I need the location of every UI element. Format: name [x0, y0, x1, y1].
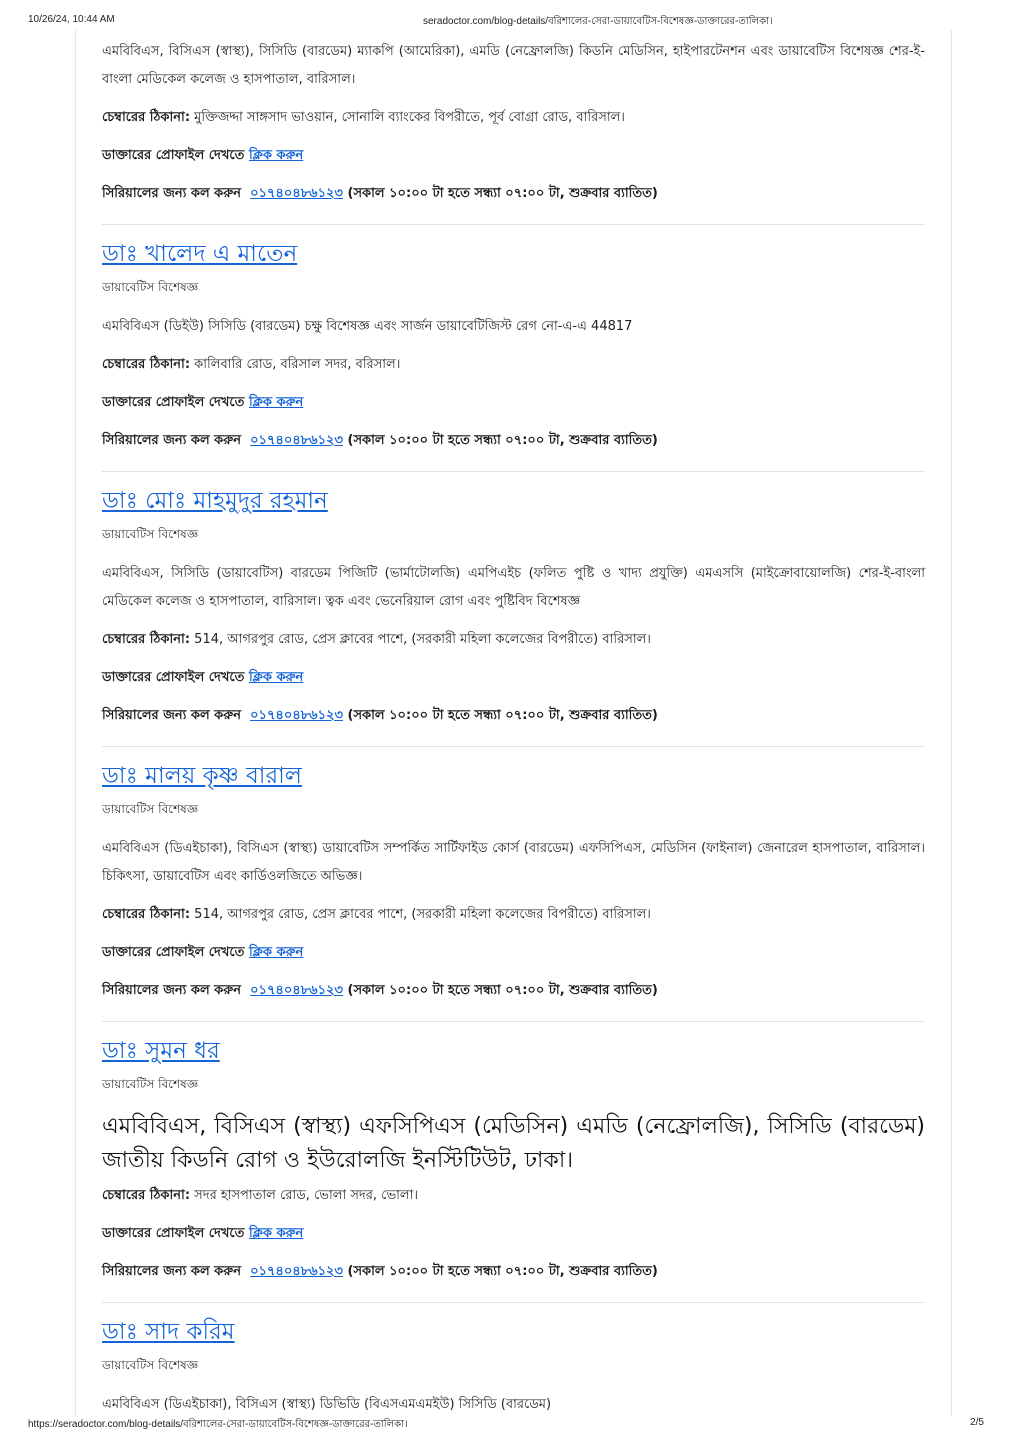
page-number: 2/5 — [970, 1417, 984, 1428]
phone-link[interactable]: ০১৭৪০৪৮৬১২৩ — [250, 433, 343, 448]
call-line — [102, 180, 925, 208]
profile-link[interactable]: ক্লিক করুন — [248, 395, 304, 410]
profile-line — [102, 389, 925, 417]
doctor-name-heading — [102, 1034, 925, 1068]
call-line — [102, 427, 925, 455]
doctor-name-heading — [102, 1315, 925, 1349]
divider — [102, 224, 925, 225]
print-datetime: 10/26/24, 10:44 AM — [28, 14, 115, 25]
profile-prefix: ডাক্তারের প্রোফাইল দেখতে — [102, 148, 245, 163]
phone-link[interactable]: ০১৭৪০৪৮৬১২৩ — [250, 983, 343, 998]
doctor-qualifications: এমবিবিএস (ডিএইচাকা), বিসিএস (স্বাস্থ্য) ডিভিডি (বিএসএমএমইউ) সিসিডি (বারডেম) — [102, 1397, 552, 1412]
call-line — [102, 977, 925, 1005]
chamber-address — [102, 351, 925, 379]
doctor-name-link[interactable]: ডাঃ মালয় কৃষ্ণ বারাল — [102, 763, 302, 789]
doctor-specialty: ডায়াবেটিস বিশেষজ্ঞ — [102, 1358, 199, 1372]
call-hours: (সকাল ১০:০০ টা হতে সন্ধ্যা ০৭:০০ টা, শুক্রবার ব্যাতিত) — [347, 433, 658, 448]
doctor-specialty: ডায়াবেটিস বিশেষজ্ঞ — [102, 280, 199, 294]
chamber-address-text: মুক্তিজদ্দা সাঙ্গসাদ ভাওয়ান, সোনালি ব্যাংকের বিপরীতে, পূর্ব বোগ্রা রোড, বারিসাল। — [194, 110, 625, 125]
doctor-qualifications: এমবিবিএস, সিসিডি (ডায়াবেটিস) বারডেম পিজিটি (ভার্মাটোলজি) এমপিএইচ (ফলিত পুষ্টি ও খাদ্য প্রযুক্তি) এমএসসি (মাইক্রোবায়োলজি) শের-ই-বাংলা মেডিকেল কলেজ ও হাসপাতাল, বারিসাল। ত্বক এবং ভেনেরিয়াল রোগ এবং পুষ্টিবিদ বিশেষজ্ঞ — [102, 566, 925, 609]
divider — [102, 1021, 925, 1022]
profile-link[interactable]: ক্লিক করুন — [248, 1226, 304, 1241]
chamber-address — [102, 626, 925, 654]
doctor-name-link[interactable]: ডাঃ মোঃ মাহমুদুর রহমান — [102, 488, 328, 514]
divider — [102, 471, 925, 472]
print-footer — [28, 1417, 996, 1433]
call-hours: (সকাল ১০:০০ টা হতে সন্ধ্যা ০৭:০০ টা, শুক্রবার ব্যাতিত) — [347, 708, 658, 723]
phone-link[interactable]: ০১৭৪০৪৮৬১২৩ — [250, 708, 343, 723]
doctor-specialty: ডায়াবেটিস বিশেষজ্ঞ — [102, 802, 199, 816]
chamber-label: চেম্বারের ঠিকানা: — [102, 632, 191, 647]
call-prefix: সিরিয়ালের জন্য কল করুন — [102, 186, 242, 201]
chamber-address-text: সদর হাসপাতাল রোড, ভোলা সদর, ভোলা। — [194, 1188, 419, 1203]
divider — [102, 1302, 925, 1303]
profile-link[interactable]: ক্লিক করুন — [248, 945, 304, 960]
chamber-address — [102, 901, 925, 929]
profile-line — [102, 142, 925, 170]
phone-link[interactable]: ০১৭৪০৪৮৬১২৩ — [250, 1264, 343, 1279]
profile-link[interactable]: ক্লিক করুন — [248, 148, 304, 163]
doctor-name-heading — [102, 237, 925, 271]
doctor-name-heading — [102, 759, 925, 793]
profile-line — [102, 939, 925, 967]
doctor-specialty: ডায়াবেটিস বিশেষজ্ঞ — [102, 1077, 199, 1091]
article-content — [75, 30, 952, 1416]
call-prefix: সিরিয়ালের জন্য কল করুন — [102, 983, 242, 998]
chamber-address-text: 514, আগরপুর রোড, প্রেস ক্লাবের পাশে, (সরকারী মহিলা কলেজের বিপরীতে) বারিসাল। — [194, 632, 651, 647]
chamber-address-text: 514, আগরপুর রোড, প্রেস ক্লাবের পাশে, (সরকারী মহিলা কলেজের বিপরীতে) বারিসাল। — [194, 907, 651, 922]
call-hours: (সকাল ১০:০০ টা হতে সন্ধ্যা ০৭:০০ টা, শুক্রবার ব্যাতিত) — [347, 1264, 658, 1279]
call-hours: (সকাল ১০:০০ টা হতে সন্ধ্যা ০৭:০০ টা, শুক্রবার ব্যাতিত) — [347, 983, 658, 998]
phone-link[interactable]: ০১৭৪০৪৮৬১২৩ — [250, 186, 343, 201]
print-header — [28, 14, 996, 30]
chamber-label: চেম্বারের ঠিকানা: — [102, 1188, 191, 1203]
chamber-label: চেম্বারের ঠিকানা: — [102, 357, 191, 372]
doctor-name-link[interactable]: ডাঃ সাদ করিম — [102, 1319, 235, 1345]
doctor-name-link[interactable]: ডাঃ খালেদ এ মাতেন — [102, 241, 298, 267]
call-prefix: সিরিয়ালের জন্য কল করুন — [102, 1264, 242, 1279]
doctor-name-heading — [102, 484, 925, 518]
chamber-address — [102, 104, 925, 132]
profile-line — [102, 1220, 925, 1248]
profile-link[interactable]: ক্লিক করুন — [248, 670, 304, 685]
call-prefix: সিরিয়ালের জন্য কল করুন — [102, 433, 242, 448]
doctor-qualifications: এমবিবিএস (ডিএইচাকা), বিসিএস (স্বাস্থ্য) ডায়াবেটিস সম্পর্কিত সার্টিফাইড কোর্স (বারডেম) এফসিপিএস, মেডিসিন (ফাইনাল) জেনারেল হাসপাতাল, বারিসাল। চিকিৎসা, ডায়াবেটিস এবং কার্ডিওলজিতে অভিজ্ঞ। — [102, 841, 925, 884]
chamber-label: চেম্বারের ঠিকানা: — [102, 907, 191, 922]
doctor-qualifications: এমবিবিএস, বিসিএস (স্বাস্থ্য), সিসিডি (বারডেম) ম্যাকপি (আমেরিকা), এমডি (নেফ্রোলজি) কিডনি মেডিসিন, হাইপারটেনশন এবং ডায়াবেটিস বিশেষজ্ঞ শের-ই-বাংলা মেডিকেল কলেজ ও হাসপাতাল, বারিসাল। — [102, 44, 925, 87]
doctor-qualifications: এমবিবিএস, বিসিএস (স্বাস্থ্য) এফসিপিএস (মেডিসিন) এমডি (নেফ্রোলজি), সিসিডি (বারডেম) জাতীয় কিডনি রোগ ও ইউরোলজি ইনস্টিটিউট, ঢাকা। — [102, 1114, 925, 1173]
call-line — [102, 1258, 925, 1286]
profile-prefix: ডাক্তারের প্রোফাইল দেখতে — [102, 1226, 245, 1241]
profile-prefix: ডাক্তারের প্রোফাইল দেখতে — [102, 945, 245, 960]
profile-prefix: ডাক্তারের প্রোফাইল দেখতে — [102, 395, 245, 410]
doctor-qualifications: এমবিবিএস (ডিইউ) সিসিডি (বারডেম) চক্ষু বিশেষজ্ঞ এবং সার্জন ডায়াবেটিজিস্ট রেগ নো-এ-এ 44817 — [102, 319, 633, 334]
print-page-url: seradoctor.com/blog-details/বরিশালের-সেরা-ডায়াবেটিস-বিশেষজ্ঞ-ডাক্তারের-তালিকা। — [423, 16, 773, 27]
chamber-address-text: কালিবারি রোড, বরিসাল সদর, বরিসাল। — [194, 357, 401, 372]
chamber-address — [102, 1182, 925, 1210]
doctor-specialty: ডায়াবেটিস বিশেষজ্ঞ — [102, 527, 199, 541]
chamber-label: চেম্বারের ঠিকানা: — [102, 110, 191, 125]
call-line — [102, 702, 925, 730]
profile-line — [102, 664, 925, 692]
call-prefix: সিরিয়ালের জন্য কল করুন — [102, 708, 242, 723]
divider — [102, 746, 925, 747]
print-full-url: https://seradoctor.com/blog-details/বরিশালের-সেরা-ডায়াবেটিস-বিশেষজ্ঞ-ডাক্তারের-তালিকা। — [28, 1419, 408, 1430]
doctor-name-link[interactable]: ডাঃ সুমন ধর — [102, 1038, 220, 1064]
profile-prefix: ডাক্তারের প্রোফাইল দেখতে — [102, 670, 245, 685]
call-hours: (সকাল ১০:০০ টা হতে সন্ধ্যা ০৭:০০ টা, শুক্রবার ব্যাতিত) — [347, 186, 658, 201]
